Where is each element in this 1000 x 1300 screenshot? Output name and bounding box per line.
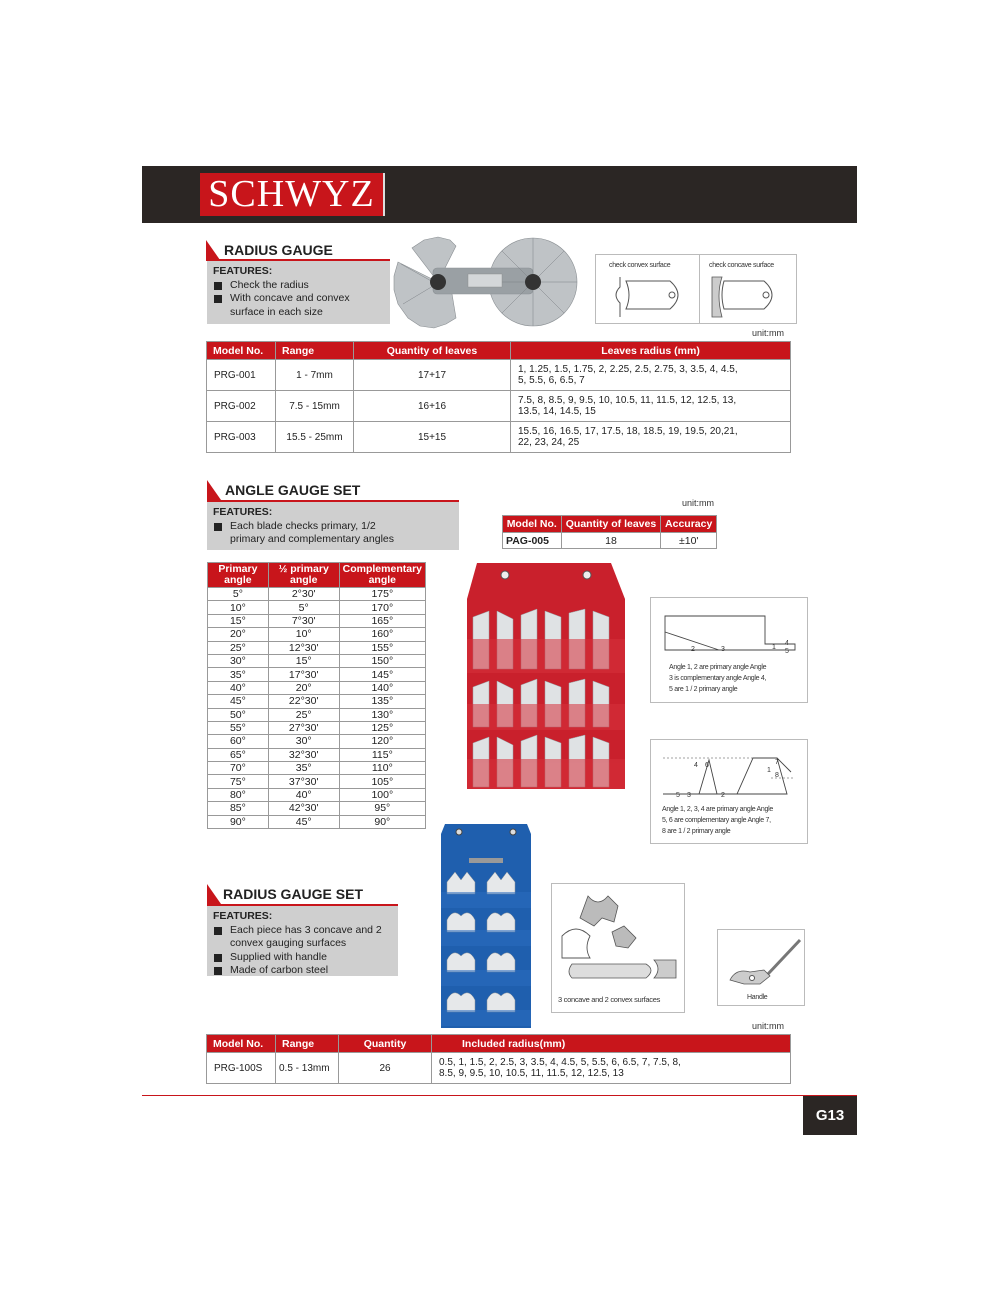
angle-number: 5 — [676, 792, 680, 799]
complementary-angle-cell: 140° — [339, 681, 425, 694]
radius-gauge-title: RADIUS GAUGE — [224, 242, 333, 258]
feature-item: With concave and convex surface in each size — [213, 292, 384, 319]
angle-row — [208, 641, 426, 654]
primary-angle-cell: 25° — [208, 641, 269, 654]
unit-label: unit:mm — [752, 1021, 785, 1031]
complementary-angle-cell: 145° — [339, 668, 425, 681]
brand-logo: SCHWYZ — [200, 173, 385, 216]
feature-item: Each piece has 3 concave and 2 convex gauging surfaces — [213, 924, 392, 951]
radius-line: 5, 5.5, 6, 6.5, 7 — [518, 375, 585, 386]
col-header: Primary angle — [208, 563, 269, 588]
radius-line: 0.5, 1, 1.5, 2, 2.5, 3, 3.5, 4, 4.5, 5, 5.5, 6, 6.5, 7, 7.5, 8, — [439, 1057, 681, 1068]
col-header: Quantity of leaves — [561, 516, 661, 533]
feature-item: Each blade checks primary, 1/2 primary and complementary angles — [213, 520, 413, 547]
half-primary-angle-cell: 37°30' — [268, 775, 339, 788]
angle-number: 3 — [721, 646, 725, 653]
angle-row — [208, 721, 426, 734]
convex-concave-diagram — [595, 254, 797, 324]
radius-line: 8.5, 9, 9.5, 10, 10.5, 11, 11.5, 12, 12.5, 13 — [439, 1068, 624, 1079]
angle-row — [208, 588, 426, 601]
angle-blade-drawing-2 — [659, 754, 801, 800]
col-header: Quantity of leaves — [354, 342, 511, 360]
model-cell: PRG-001 — [207, 360, 276, 391]
features-label: FEATURES: — [213, 506, 273, 518]
angle-row — [208, 802, 426, 815]
concave-convex-surfaces-diagram — [551, 883, 685, 1013]
angle-row — [208, 628, 426, 641]
primary-angle-cell: 40° — [208, 681, 269, 694]
half-primary-angle-cell: 25° — [268, 708, 339, 721]
radius-line: 22, 23, 24, 25 — [518, 437, 580, 448]
col-header: ½ primary angle — [268, 563, 339, 588]
complementary-angle-cell: 120° — [339, 735, 425, 748]
half-primary-angle-cell: 42°30' — [268, 802, 339, 815]
primary-angle-cell: 90° — [208, 815, 269, 828]
diagram-caption: Angle 1, 2, 3, 4 are primary angle Angle — [662, 806, 773, 813]
half-primary-angle-cell: 27°30' — [268, 721, 339, 734]
radius-gauge-features — [207, 261, 390, 324]
table-row — [503, 533, 717, 549]
angle-summary-table — [502, 515, 717, 549]
table-row — [207, 391, 791, 422]
radius-line: 1, 1.25, 1.5, 1.75, 2, 2.25, 2.5, 2.75, 3, 3.5, 4, 4.5, — [518, 364, 738, 375]
handle-diagram — [717, 929, 805, 1006]
range-cell: 15.5 - 25mm — [276, 422, 354, 453]
footer-rule — [142, 1095, 857, 1096]
angle-number: 3 — [687, 792, 691, 799]
complementary-angle-cell: 125° — [339, 721, 425, 734]
feature-item: Supplied with handle — [213, 951, 392, 965]
features-label: FEATURES: — [213, 265, 273, 277]
range-cell: 1 - 7mm — [276, 360, 354, 391]
angle-number: 5 — [785, 648, 789, 655]
complementary-angle-cell: 155° — [339, 641, 425, 654]
angle-gauge-features — [207, 502, 459, 550]
diagram-caption: 8 are 1 / 2 primary angle — [662, 828, 731, 835]
diagram-label-convex: check convex surface — [609, 262, 671, 269]
complementary-angle-cell: 130° — [339, 708, 425, 721]
half-primary-angle-cell: 10° — [268, 628, 339, 641]
angle-row — [208, 815, 426, 828]
model-cell: PRG-003 — [207, 422, 276, 453]
radius-gauge-photo — [393, 234, 583, 329]
primary-angle-cell: 10° — [208, 601, 269, 614]
half-primary-angle-cell: 5° — [268, 601, 339, 614]
angle-row — [208, 668, 426, 681]
radius-cell — [511, 360, 791, 391]
diagram-caption: Handle — [747, 994, 768, 1001]
angle-number: 4 — [785, 640, 789, 647]
primary-angle-cell: 85° — [208, 802, 269, 815]
diagram-label-concave: check concave surface — [709, 262, 774, 269]
col-header: Accuracy — [661, 516, 717, 533]
angle-gauge-pouch-photo — [465, 559, 625, 794]
radius-cell — [432, 1053, 791, 1084]
radius-line: 7.5, 8, 8.5, 9, 9.5, 10, 10.5, 11, 11.5, 12, 12.5, 13, — [518, 395, 737, 406]
range-cell: 7.5 - 15mm — [276, 391, 354, 422]
half-primary-angle-cell: 45° — [268, 815, 339, 828]
angle-table — [207, 562, 426, 829]
diagram-caption: Angle 1, 2 are primary angle Angle — [669, 664, 767, 671]
primary-angle-cell: 5° — [208, 588, 269, 601]
angle-row — [208, 788, 426, 801]
half-primary-angle-cell: 7°30' — [268, 614, 339, 627]
complementary-angle-cell: 175° — [339, 588, 425, 601]
primary-angle-cell: 15° — [208, 614, 269, 627]
angle-number: 1 — [772, 644, 776, 651]
primary-angle-cell: 45° — [208, 695, 269, 708]
primary-angle-cell: 60° — [208, 735, 269, 748]
radius-piece-drawing — [558, 892, 680, 992]
qty-cell: 15+15 — [354, 422, 511, 453]
col-header: Quantity — [339, 1035, 432, 1053]
angle-row — [208, 762, 426, 775]
half-primary-angle-cell: 15° — [268, 654, 339, 667]
col-header: Complementary angle — [339, 563, 425, 588]
primary-angle-cell: 70° — [208, 762, 269, 775]
angle-number: 2 — [721, 792, 725, 799]
col-header: Range — [276, 1035, 339, 1053]
half-primary-angle-cell: 2°30' — [268, 588, 339, 601]
radius-gauge-table — [206, 341, 791, 453]
page-number: G13 — [803, 1096, 857, 1135]
col-header: Model No. — [207, 1035, 276, 1053]
radius-gauge-set-pouch-photo — [441, 820, 531, 1030]
col-header: Model No. — [207, 342, 276, 360]
accuracy-cell: ±10' — [661, 533, 717, 549]
col-header: Range — [276, 342, 354, 360]
radius-line: 15.5, 16, 16.5, 17, 17.5, 18, 18.5, 19, 19.5, 20,21, — [518, 426, 738, 437]
complementary-angle-cell: 135° — [339, 695, 425, 708]
primary-angle-cell: 65° — [208, 748, 269, 761]
section-marker — [206, 240, 220, 260]
primary-angle-cell: 35° — [208, 668, 269, 681]
angle-gauge-title: ANGLE GAUGE SET — [225, 482, 361, 498]
diagram-divider — [699, 255, 700, 323]
primary-angle-cell: 75° — [208, 775, 269, 788]
angle-diagram-1 — [650, 597, 808, 703]
complementary-angle-cell: 160° — [339, 628, 425, 641]
feature-item: Check the radius — [213, 279, 384, 293]
half-primary-angle-cell: 20° — [268, 681, 339, 694]
qty-cell: 16+16 — [354, 391, 511, 422]
angle-row — [208, 748, 426, 761]
primary-angle-cell: 55° — [208, 721, 269, 734]
unit-label: unit:mm — [682, 498, 715, 508]
radius-cell — [511, 391, 791, 422]
convex-gauge-drawing — [606, 273, 691, 321]
complementary-angle-cell: 100° — [339, 788, 425, 801]
radius-set-features — [207, 906, 398, 976]
angle-number: 4 — [694, 762, 698, 769]
angle-number: 2 — [691, 646, 695, 653]
complementary-angle-cell: 170° — [339, 601, 425, 614]
angle-row — [208, 695, 426, 708]
complementary-angle-cell: 110° — [339, 762, 425, 775]
features-label: FEATURES: — [213, 910, 273, 922]
primary-angle-cell: 20° — [208, 628, 269, 641]
half-primary-angle-cell: 22°30' — [268, 695, 339, 708]
range-cell: 0.5 - 13mm — [276, 1053, 339, 1084]
primary-angle-cell: 30° — [208, 654, 269, 667]
qty-cell: 26 — [339, 1053, 432, 1084]
half-primary-angle-cell: 30° — [268, 735, 339, 748]
radius-set-table — [206, 1034, 791, 1084]
diagram-caption: 5, 6 are complementary angle Angle 7, — [662, 817, 771, 824]
complementary-angle-cell: 105° — [339, 775, 425, 788]
angle-diagram-2 — [650, 739, 808, 844]
diagram-caption: 3 concave and 2 convex surfaces — [558, 995, 661, 1004]
half-primary-angle-cell: 12°30' — [268, 641, 339, 654]
table-row — [207, 422, 791, 453]
angle-number: 6 — [705, 762, 709, 769]
primary-angle-cell: 50° — [208, 708, 269, 721]
angle-blade-drawing-1 — [661, 610, 801, 655]
angle-number: 7 — [775, 759, 779, 766]
qty-cell: 18 — [561, 533, 661, 549]
half-primary-angle-cell: 35° — [268, 762, 339, 775]
unit-label: unit:mm — [752, 328, 785, 338]
angle-row — [208, 681, 426, 694]
complementary-angle-cell: 165° — [339, 614, 425, 627]
radius-set-title: RADIUS GAUGE SET — [223, 886, 364, 902]
model-cell: PRG-100S — [207, 1053, 276, 1084]
angle-row — [208, 708, 426, 721]
radius-line: 13.5, 14, 14.5, 15 — [518, 406, 596, 417]
table-row — [207, 1053, 791, 1084]
angle-row — [208, 775, 426, 788]
half-primary-angle-cell: 40° — [268, 788, 339, 801]
concave-gauge-drawing — [708, 273, 793, 321]
angle-row — [208, 735, 426, 748]
col-header: Model No. — [503, 516, 562, 533]
angle-number: 8 — [775, 772, 779, 779]
primary-angle-cell: 80° — [208, 788, 269, 801]
col-header: Included radius(mm) — [432, 1035, 791, 1053]
half-primary-angle-cell: 17°30' — [268, 668, 339, 681]
diagram-caption: 5 are 1 / 2 primary angle — [669, 686, 738, 693]
handle-drawing — [722, 936, 802, 990]
angle-row — [208, 614, 426, 627]
section-marker — [207, 884, 221, 904]
angle-number: 1 — [767, 767, 771, 774]
complementary-angle-cell: 95° — [339, 802, 425, 815]
model-cell: PRG-002 — [207, 391, 276, 422]
complementary-angle-cell: 150° — [339, 654, 425, 667]
complementary-angle-cell: 90° — [339, 815, 425, 828]
table-row — [207, 360, 791, 391]
qty-cell: 17+17 — [354, 360, 511, 391]
angle-row — [208, 654, 426, 667]
radius-cell — [511, 422, 791, 453]
diagram-caption: 3 is complementary angle Angle 4, — [669, 675, 767, 682]
complementary-angle-cell: 115° — [339, 748, 425, 761]
half-primary-angle-cell: 32°30' — [268, 748, 339, 761]
col-header: Leaves radius (mm) — [511, 342, 791, 360]
feature-item: Made of carbon steel — [213, 964, 392, 978]
angle-row — [208, 601, 426, 614]
model-cell: PAG-005 — [503, 533, 562, 549]
section-marker — [207, 480, 221, 500]
